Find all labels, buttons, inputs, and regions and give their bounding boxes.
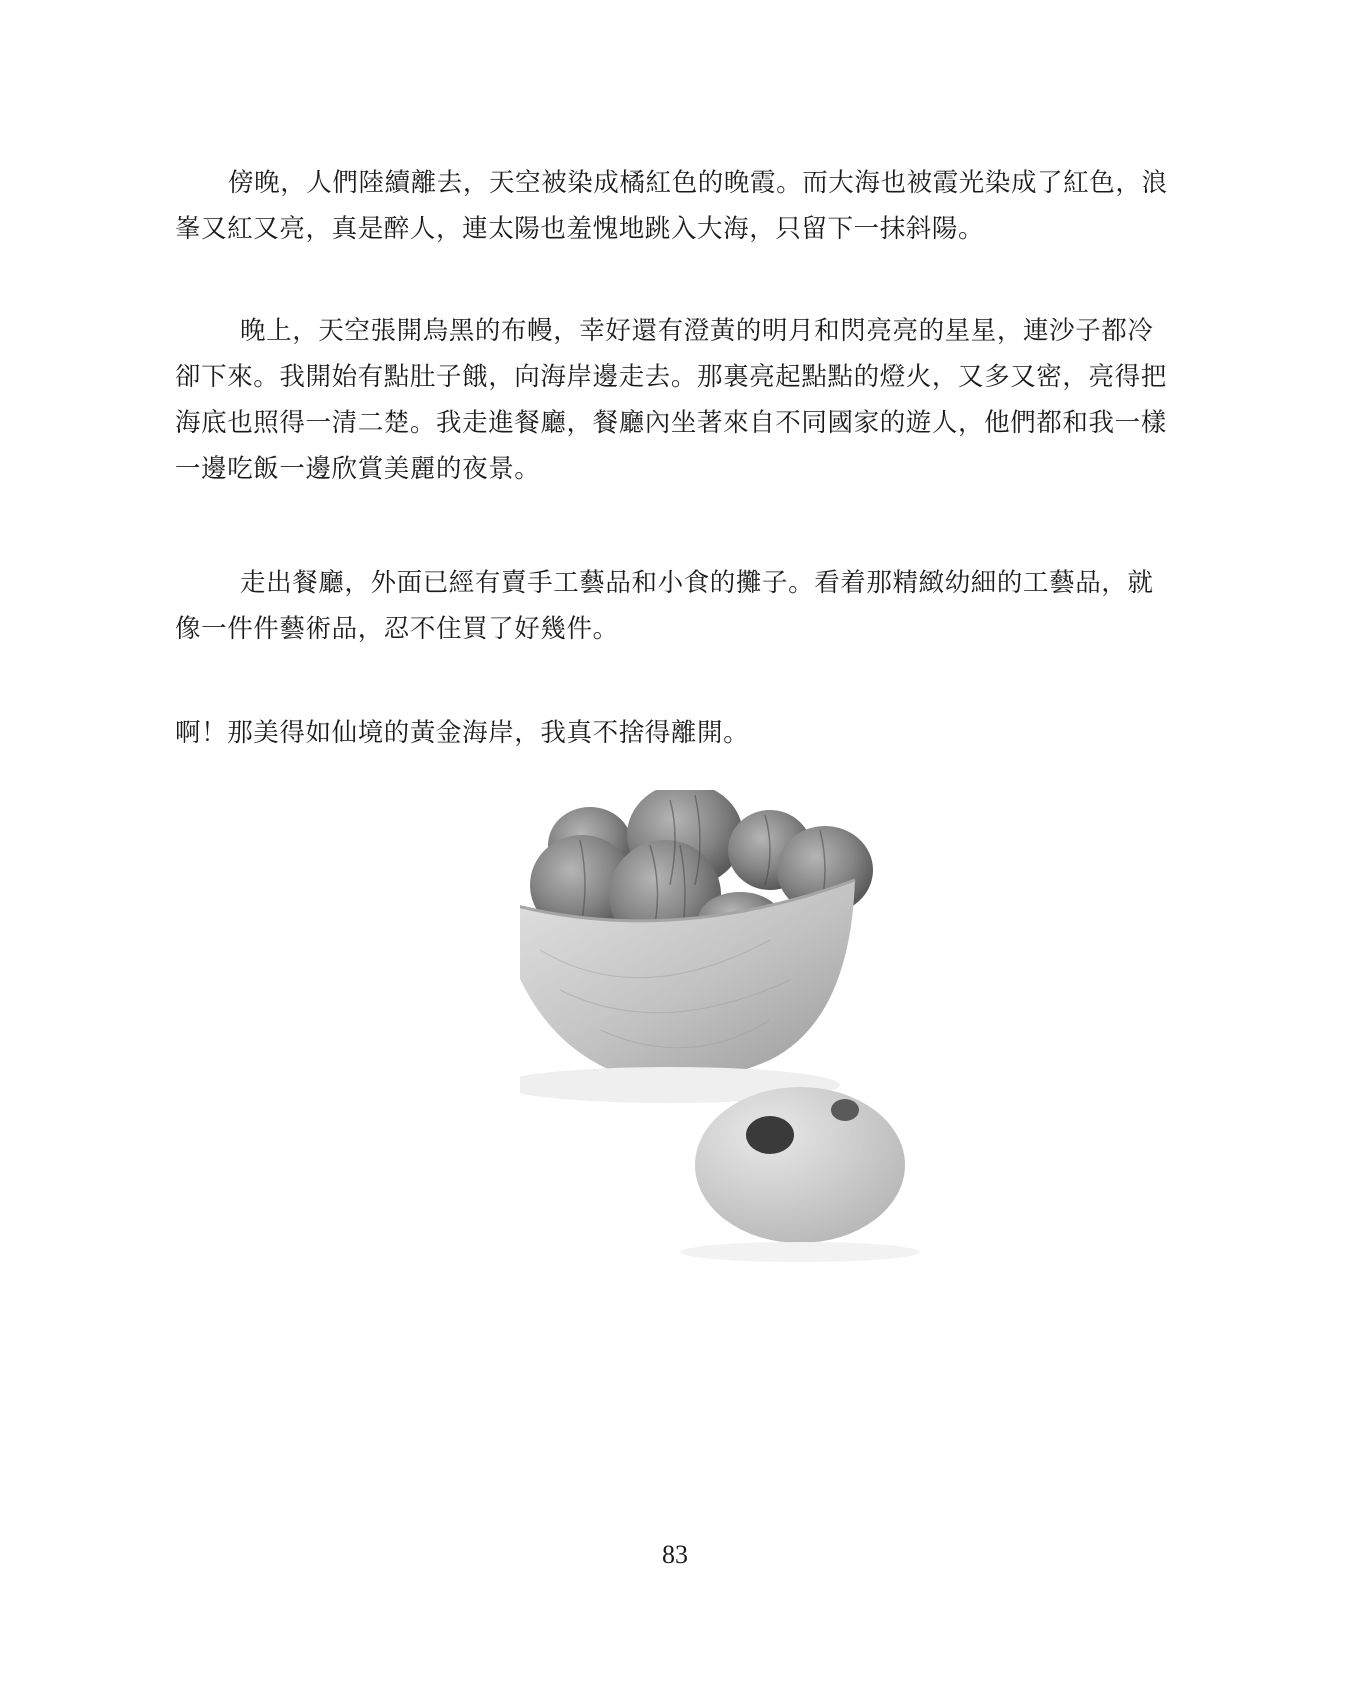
paragraph-dusk: [175, 160, 1235, 252]
text-line: 像一件件藝術品，忍不住買了好幾件。: [175, 614, 619, 644]
text-line: 晚上，天空張開烏黑的布幔，幸好還有澄黃的明月和閃亮亮的星星，連沙子都冷: [240, 316, 1154, 346]
page-number: 83: [662, 1540, 688, 1569]
text-line: 傍晚，人們陸續離去，天空被染成橘紅色的晚霞。而大海也被霞光染成了紅色，浪: [228, 168, 1168, 198]
text-line: 卻下來。我開始有點肚子餓，向海岸邊走去。那裏亮起點點的燈火，又多又密，亮得把: [175, 362, 1167, 392]
text-line: 啊！那美得如仙境的黃金海岸，我真不捨得離開。: [175, 718, 750, 748]
text-line: 一邊吃飯一邊欣賞美麗的夜景。: [175, 454, 541, 484]
text-line: 峯又紅又亮，真是醉人，連太陽也羞愧地跳入大海，只留下一抹斜陽。: [175, 214, 985, 244]
paragraph-night: [175, 308, 1235, 492]
walnut-bowl-illustration: [520, 790, 1000, 1350]
paragraph-closing: [175, 710, 1235, 756]
stone: [680, 1087, 920, 1262]
text-line: 走出餐廳，外面已經有賣手工藝品和小食的攤子。看着那精緻幼細的工藝品，就: [240, 568, 1154, 598]
paragraph-market: [175, 560, 1235, 652]
text-line: 海底也照得一清二楚。我走進餐廳，餐廳內坐著來自不同國家的遊人，他們都和我一樣: [175, 408, 1167, 438]
